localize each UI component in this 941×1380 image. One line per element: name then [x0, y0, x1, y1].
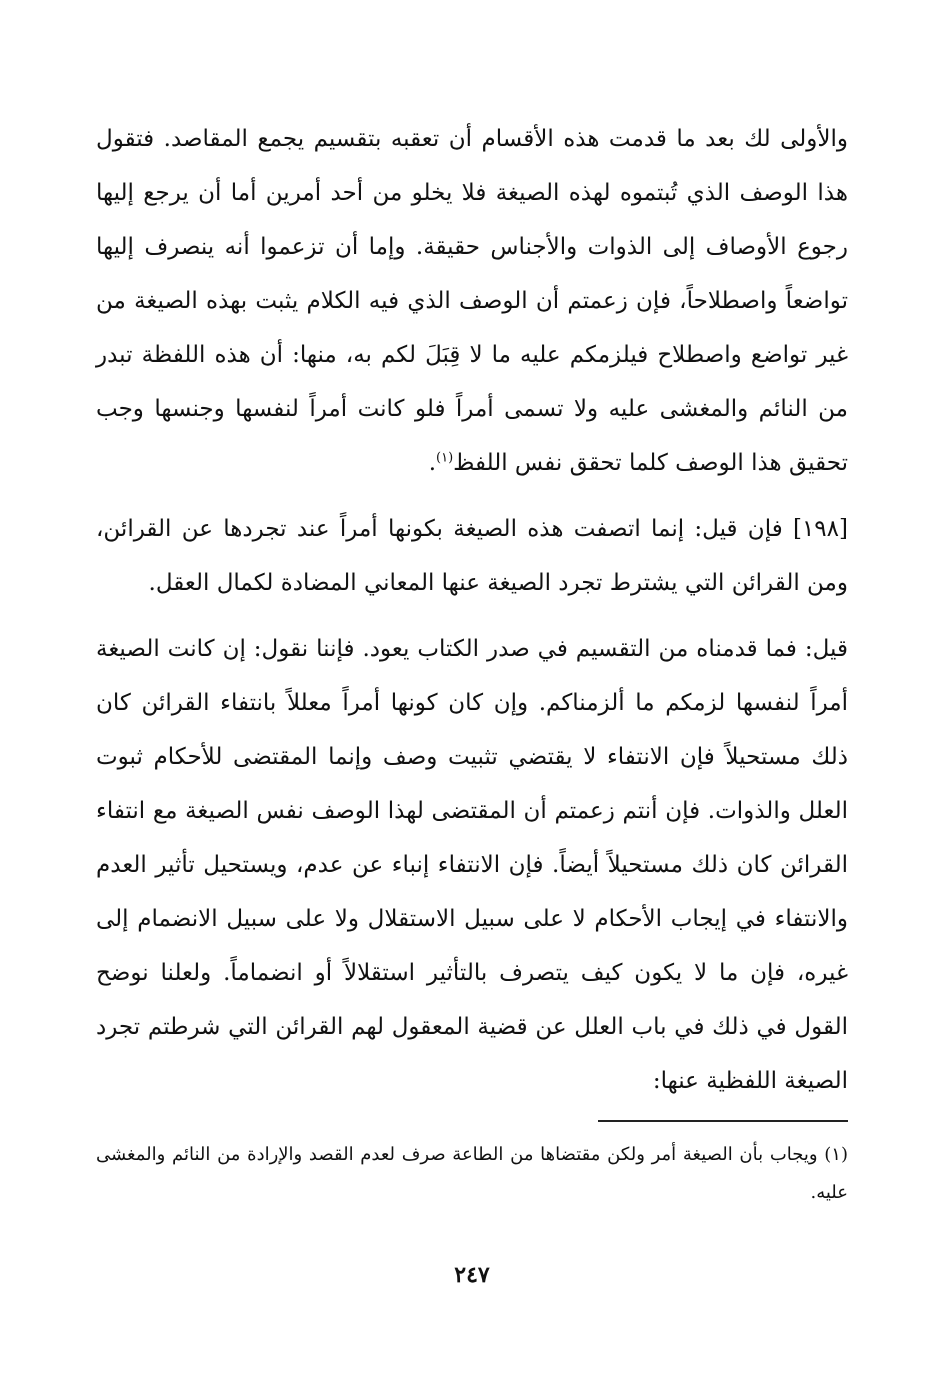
footnote: (١) ويجاب بأن الصيغة أمر ولكن مقتضاها من الطاعة صرف لعدم القصد والإرادة من النائم والمغشى عليه. — [96, 1144, 848, 1203]
paragraph-1-tail: . — [428, 450, 436, 476]
paragraph-1-text: والأولى لك بعد ما قدمت هذه الأقسام أن تعقبه بتقسيم يجمع المقاصد. فتقول هذا الوصف الذي تُبتموه لهذه الصيغة فلا يخلو من أحد أمرين أما أن يرجع إليها رجوع الأوصاف إلى الذوات والأجناس حقيقة. وإما أن تزعموا أنه ينصرف إليها تواضعاً واصطلاحاً، فإن زعمتم أن الوصف الذي فيه الكلام يثبت بهذه الصيغة من غير تواضع واصطلاح فيلزمكم عليه ما لا قِبَلَ لكم به، منها: أن هذه اللفظة تبدر من النائم والمغشى عليه ولا تسمى أمراً فلو كانت أمراً لنفسها وجنسها وجب تحقيق هذا الوصف كلما تحقق نفس اللفظ — [96, 126, 848, 476]
paragraph-2 — [96, 502, 848, 610]
footnote-marker: (١) — [436, 450, 454, 466]
page-body — [96, 112, 848, 1288]
footnote-divider — [598, 1120, 848, 1122]
paragraph-3 — [96, 622, 848, 1108]
page-number: ٢٤٧ — [454, 1262, 490, 1288]
paragraph-1 — [96, 112, 848, 490]
paragraph-2-text: [١٩٨] فإن قيل: إنما اتصفت هذه الصيغة بكونها أمراً عند تجردها عن القرائن، ومن القرائن التي يشترط تجرد الصيغة عنها المعاني المضادة لكمال العقل. — [96, 516, 848, 596]
paragraph-3-text: قيل: فما قدمناه من التقسيم في صدر الكتاب يعود. فإننا نقول: إن كانت الصيغة أمراً لنفسها لزمكم ما ألزمناكم. وإن كان كونها أمراً معللاً بانتفاء القرائن كان ذلك مستحيلاً فإن الانتفاء لا يقتضي تثبيت وصف وإنما المقتضى للأحكام ثبوت العلل والذوات. فإن أنتم زعمتم أن المقتضى لهذا الوصف نفس الصيغة مع انتفاء القرائن كان ذلك مستحيلاً أيضاً. فإن الانتفاء إنباء عن عدم، ويستحيل تأثير العدم والانتفاء في إيجاب الأحكام لا على سبيل الاستقلال ولا على سبيل الانضمام إلى غيره، فإن ما لا يكون كيف يتصرف بالتأثير استقلالاً أو انضماماً. ولعلنا نوضح القول في ذلك في باب العلل عن قضية المعقول لهم القرائن التي شرطتم تجرد الصيغة اللفظية عنها: — [96, 636, 848, 1094]
